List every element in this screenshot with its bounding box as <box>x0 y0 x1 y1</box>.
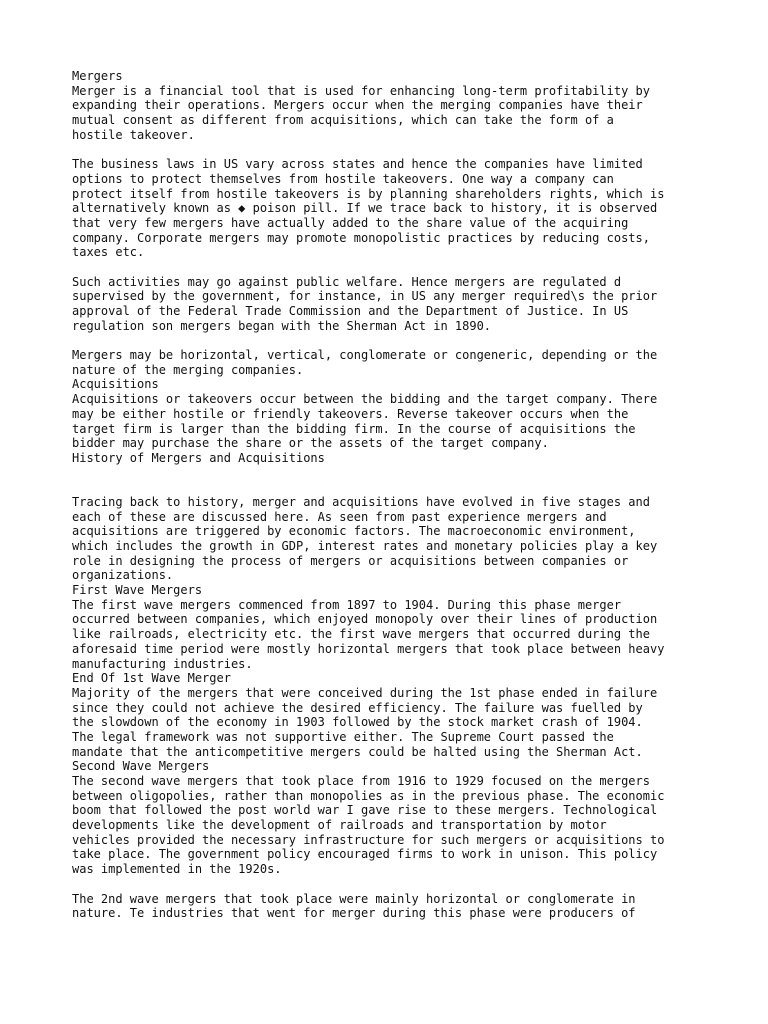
text-line: expanding their operations. Mergers occur when the merging companies have their <box>72 98 643 113</box>
text-line: hostile takeover. <box>72 127 195 142</box>
text-line: taxes etc. <box>72 245 145 260</box>
text-line: Merger is a financial tool that is used for enhancing long-term profitability by <box>72 83 650 98</box>
heading-end-first-wave: End Of 1st Wave Merger <box>72 671 231 686</box>
heading-acquisitions: Acquisitions <box>72 377 159 392</box>
paragraph-merger-types <box>72 348 712 377</box>
paragraph-gap <box>72 877 712 892</box>
paragraph-history-tracing <box>72 495 712 583</box>
text-line: that very few mergers have actually added to the share value of the acquiring <box>72 215 629 230</box>
text-line: since they could not achieve the desired efficiency. The failure was fuelled by <box>72 700 643 715</box>
text-line: Mergers may be horizontal, vertical, conglomerate or congeneric, depending or the <box>72 348 658 363</box>
text-line: role in designing the process of mergers or acquisitions between companies or <box>72 553 629 568</box>
text-line: organizations. <box>72 568 174 583</box>
text-line: boom that followed the post world war I gave rise to these mergers. Technological <box>72 803 658 818</box>
text-line: company. Corporate mergers may promote monopolistic practices by reducing costs, <box>72 230 650 245</box>
text-line: Acquisitions or takeovers occur between the bidding and the target company. There <box>72 392 658 407</box>
text-line: options to protect themselves from hostile takeovers. One way a company can <box>72 171 614 186</box>
text-line: alternatively known as ◆ poison pill. If we trace back to history, it is observed <box>72 201 658 216</box>
text-line: The 2nd wave mergers that took place were mainly horizontal or conglomerate in <box>72 891 636 906</box>
text-line: which includes the growth in GDP, interest rates and monetary policies play a key <box>72 539 658 554</box>
text-line: The second wave mergers that took place from 1916 to 1929 focused on the mergers <box>72 774 650 789</box>
text-line: the slowdown of the economy in 1903 followed by the stock market crash of 1904. <box>72 715 643 730</box>
text-line: Such activities may go against public welfare. Hence mergers are regulated d <box>72 274 622 289</box>
text-line: developments like the development of railroads and transportation by motor <box>72 818 607 833</box>
text-line: was implemented in the 1920s. <box>72 862 282 877</box>
text-line: take place. The government policy encouraged firms to work in unison. This policy <box>72 847 658 862</box>
text-line: The legal framework was not supportive either. The Supreme Court passed the <box>72 729 614 744</box>
text-line: vehicles provided the necessary infrastructure for such mergers or acquisitions to <box>72 832 665 847</box>
heading-second-wave: Second Wave Mergers <box>72 759 210 774</box>
heading-first-wave: First Wave Mergers <box>72 583 203 598</box>
paragraph-second-wave <box>72 774 712 877</box>
text-line: may be either hostile or friendly takeovers. Reverse takeover occurs when the <box>72 406 629 421</box>
heading-mergers: Mergers <box>72 69 123 83</box>
paragraph-first-wave <box>72 598 712 671</box>
text-line: mandate that the anticompetitive mergers could be halted using the Sherman Act. <box>72 744 643 759</box>
text-line: manufacturing industries. <box>72 656 253 671</box>
text-line: supervised by the government, for instance, in US any merger required\s the prior <box>72 289 658 304</box>
text-line: between oligopolies, rather than monopolies as in the previous phase. The economic <box>72 788 665 803</box>
paragraph-regulation <box>72 275 712 334</box>
paragraph-business-laws <box>72 157 712 260</box>
text-line: each of these are discussed here. As seen from past experience mergers and <box>72 509 607 524</box>
text-line: protect itself from hostile takeovers is by planning shareholders rights, which is <box>72 186 665 201</box>
text-line: bidder may purchase the share or the assets of the target company. <box>72 436 549 451</box>
paragraph-gap <box>72 142 712 157</box>
text-line: Tracing back to history, merger and acquisitions have evolved in five stages and <box>72 494 650 509</box>
text-line: regulation son mergers began with the Sherman Act in 1890. <box>72 318 492 333</box>
paragraph-merger-definition <box>72 84 712 143</box>
text-line: nature of the merging companies. <box>72 362 304 377</box>
text-line: Majority of the mergers that were conceived during the 1st phase ended in failure <box>72 685 658 700</box>
text-line: acquisitions are triggered by economic factors. The macroeconomic environment, <box>72 524 636 539</box>
paragraph-acquisitions <box>72 392 712 451</box>
paragraph-second-wave-nature <box>72 892 712 921</box>
paragraph-gap <box>72 466 712 495</box>
text-line: like railroads, electricity etc. the first wave mergers that occurred during the <box>72 627 650 642</box>
paragraph-gap <box>72 333 712 348</box>
text-line: mutual consent as different from acquisitions, which can take the form of a <box>72 113 614 128</box>
paragraph-end-first-wave <box>72 686 712 759</box>
text-line: nature. Te industries that went for merger during this phase were producers of <box>72 906 636 921</box>
text-line: aforesaid time period were mostly horizontal mergers that took place between heavy <box>72 641 665 656</box>
text-line: approval of the Federal Trade Commission and the Department of Justice. In US <box>72 304 629 318</box>
text-line: The first wave mergers commenced from 1897 to 1904. During this phase merger <box>72 597 622 612</box>
text-line: target firm is larger than the bidding firm. In the course of acquisitions the <box>72 421 636 436</box>
document-body <box>72 69 712 921</box>
heading-history: History of Mergers and Acquisitions <box>72 450 325 465</box>
text-line: occurred between companies, which enjoyed monopoly over their lines of production <box>72 612 658 627</box>
text-line: The business laws in US vary across states and hence the companies have limited <box>72 157 643 172</box>
paragraph-gap <box>72 260 712 275</box>
